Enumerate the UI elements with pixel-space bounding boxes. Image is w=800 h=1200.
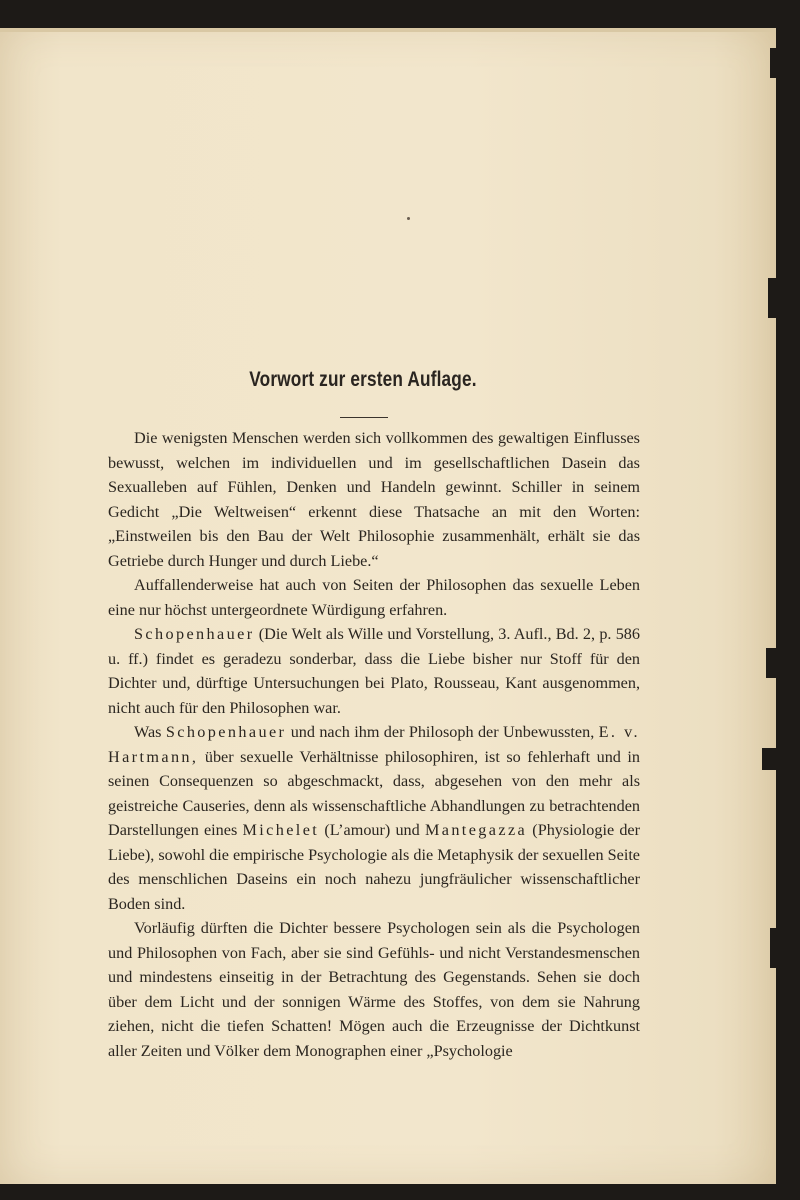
paragraph [108,573,640,622]
page-tear [762,748,776,770]
page-top-edge [0,28,776,32]
paragraph [108,426,640,573]
page-tear [770,48,776,78]
page-tear [766,648,776,678]
spaced-name: Michelet [242,821,320,839]
text-run: (Die Welt als Wille und Vorstellung, 3. Aufl., Bd. 2, p. 586 u. ff.) findet es geradezu sonderbar, dass die Liebe bisher nur Stoff für den Dichter und, dürftige Untersuchungen bei Plato, Rousseau, Kant ausgenommen, nicht auch für den Philosophen war. [108,625,640,717]
page-tear [768,278,776,318]
page-title: Vorwort zur ersten Auflage. [249,368,477,391]
text-run: und nach ihm der Philosoph der Unbewussten, [286,723,599,741]
ink-speck [407,217,410,220]
page-tear [770,928,776,968]
text-run: (Physiologie der Liebe), sowohl die empirische Psychologie als die Metaphysik der sexuellen Seite des menschlichen Daseins ein noch nahezu jungfräulicher wissenschaftlicher Boden sind. [108,821,640,913]
text-run: (L’amour) und [319,821,425,839]
spaced-name: Schopenhauer [134,625,255,643]
body-text [108,426,640,1063]
text-run: Auffallenderweise hat auch von Seiten der Philosophen das sexuelle Leben eine nur höchst untergeordnete Würdigung erfahren. [108,576,640,619]
text-run: Die wenigsten Menschen werden sich vollkommen des gewaltigen Einflusses bewusst, welchen im individuellen und im gesellschaftlichen Dasein das Sexualleben auf Fühlen, Denken und Handeln gewinnt. Schiller in seinem Gedicht „Die Weltweisen“ erkennt diese Thatsache an mit den Worten: „Einstweilen bis den Bau der Welt Philosophie zusammenhält, erhält sie das Getriebe durch Hunger und durch Liebe.“ [108,429,640,570]
book-page [0,28,776,1184]
spaced-name: Mantegazza [424,821,528,839]
spaced-name: E. v. Hartmann, [108,723,640,766]
paragraph [108,622,640,720]
paragraph [108,916,640,1063]
paragraph [108,720,640,916]
title-rule [340,417,388,418]
spaced-name: Schopenhauer [165,723,287,741]
text-run: über sexuelle Verhältnisse philosophiren, ist so fehlerhaft und in seinen Consequenzen so abgeschmackt, dass, abgesehen von den mehr als geistreiche Causeries, denn als wissenschaftliche Abhandlungen zu betrachtenden Darstellungen eines [108,747,640,839]
text-run: Vorläufig dürften die Dichter bessere Psychologen sein als die Psychologen und Philosophen von Fach, aber sie sind Gefühls- und nicht Verstandesmenschen und mindestens einseitig in der Betrachtung des Gegenstands. Sehen sie doch über dem Licht und der sonnigen Wärme des Stoffes, von dem sie Nahrung ziehen, nicht die tiefen Schatten! Mögen auch die Erzeugnisse der Dichtkunst aller Zeiten und Völker dem Monographen einer „Psychologie [108,919,640,1060]
text-run: Was [134,723,166,741]
